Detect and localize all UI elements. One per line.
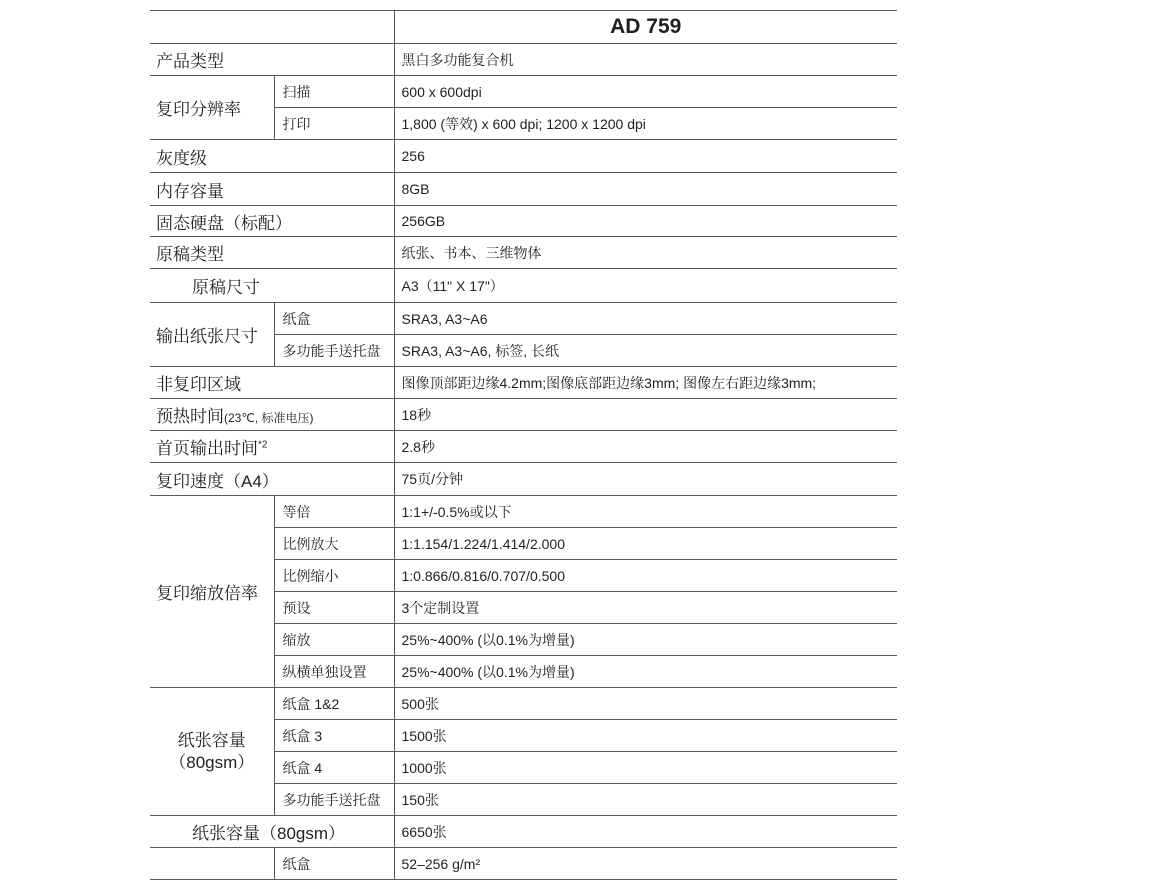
sub-label: 缩放: [274, 624, 394, 656]
table-row: [150, 399, 897, 431]
row-value: 1:0.866/0.816/0.707/0.500: [394, 560, 897, 592]
sub-label: 比例放大: [274, 528, 394, 560]
table-row: [150, 367, 897, 399]
row-label: 非复印区域: [150, 367, 394, 399]
table-row: [150, 848, 897, 880]
sub-label: 比例缩小: [274, 560, 394, 592]
sub-label: 纸盒: [274, 303, 394, 335]
row-value: SRA3, A3~A6: [394, 303, 897, 335]
row-label: 产品类型: [150, 44, 394, 76]
sub-label: 纸盒 1&2: [274, 688, 394, 720]
row-value: 6650张: [394, 816, 897, 848]
row-value: 75页/分钟: [394, 463, 897, 496]
warmup-note: (23℃, 标准电压): [224, 411, 314, 425]
table-row: [150, 269, 897, 303]
row-value: 25%~400% (以0.1%为增量): [394, 656, 897, 688]
row-value: 52–256 g/m²: [394, 848, 897, 880]
row-label: 输出纸张尺寸: [150, 303, 274, 367]
row-value: 500张: [394, 688, 897, 720]
first-copy-label: 首页输出时间: [156, 439, 258, 458]
table-row: [150, 237, 897, 269]
warmup-label: 预热时间: [156, 407, 224, 426]
row-label: [150, 848, 274, 880]
table-row: [150, 431, 897, 463]
table-row: [150, 496, 897, 528]
row-label: 内存容量: [150, 173, 394, 206]
row-value: 256: [394, 140, 897, 173]
row-label: 固态硬盘（标配）: [150, 206, 394, 237]
table-row: [150, 463, 897, 496]
sub-label: 纸盒 3: [274, 720, 394, 752]
row-value: 图像顶部距边缘4.2mm;图像底部距边缘3mm; 图像左右距边缘3mm;: [394, 367, 897, 399]
sub-label: 纸盒: [274, 848, 394, 880]
row-label: 复印缩放倍率: [150, 496, 274, 688]
row-value: 600 x 600dpi: [394, 76, 897, 108]
row-value: 150张: [394, 784, 897, 816]
table-row: [150, 140, 897, 173]
row-label: 灰度级: [150, 140, 394, 173]
paper-capacity-unit: （80gsm）: [169, 752, 255, 772]
table-row: [150, 206, 897, 237]
row-label: [150, 431, 394, 463]
row-value: 黑白多功能复合机: [394, 44, 897, 76]
sub-label: 纸盒 4: [274, 752, 394, 784]
sub-label: 打印: [274, 108, 394, 140]
row-value: 1:1+/-0.5%或以下: [394, 496, 897, 528]
row-label: 复印分辨率: [150, 76, 274, 140]
sub-label: 扫描: [274, 76, 394, 108]
row-value: 纸张、书本、三维物体: [394, 237, 897, 269]
sub-label: 多功能手送托盘: [274, 784, 394, 816]
row-label: 原稿尺寸: [150, 269, 394, 303]
row-value: A3（11" X 17"）: [394, 269, 897, 303]
row-value: 256GB: [394, 206, 897, 237]
sub-label: 预设: [274, 592, 394, 624]
header-empty-cell: [150, 11, 394, 44]
table-row: [150, 173, 897, 206]
model-name: AD 759: [394, 11, 897, 44]
sub-label: 纵横单独设置: [274, 656, 394, 688]
row-value: 1:1.154/1.224/1.414/2.000: [394, 528, 897, 560]
row-value: 1000张: [394, 752, 897, 784]
row-value: 8GB: [394, 173, 897, 206]
row-value: SRA3, A3~A6, 标签, 长纸: [394, 335, 897, 367]
footnote-mark: *2: [258, 439, 268, 451]
table-row: [150, 76, 897, 108]
row-label: 复印速度（A4）: [150, 463, 394, 496]
paper-capacity-label: 纸张容量: [177, 730, 246, 750]
row-value: 1500张: [394, 720, 897, 752]
row-value: 25%~400% (以0.1%为增量): [394, 624, 897, 656]
table-row: [150, 44, 897, 76]
table-row: [150, 688, 897, 720]
row-value: 2.8秒: [394, 431, 897, 463]
table-row: [150, 816, 897, 848]
row-value: 18秒: [394, 399, 897, 431]
spec-table: [150, 10, 897, 880]
sub-label: 等倍: [274, 496, 394, 528]
row-value: 3个定制设置: [394, 592, 897, 624]
row-label: [150, 399, 394, 431]
sub-label: 多功能手送托盘: [274, 335, 394, 367]
row-label: [150, 688, 274, 816]
row-value: 1,800 (等效) x 600 dpi; 1200 x 1200 dpi: [394, 108, 897, 140]
row-label: 纸张容量（80gsm）: [150, 816, 394, 848]
header-row: [150, 11, 897, 44]
table-row: [150, 303, 897, 335]
row-label: 原稿类型: [150, 237, 394, 269]
